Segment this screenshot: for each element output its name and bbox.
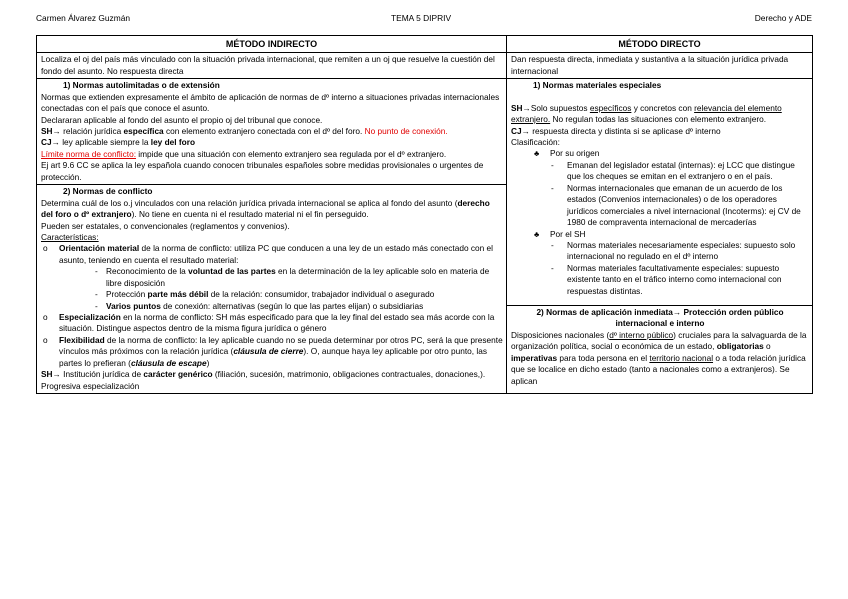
example-paragraph: Ej art 9.6 CC se aplica la ley española cuando conocen tribunales españoles sobre medidas provisionales o urgentes de protección.: [41, 160, 484, 182]
cj-paragraph: CJ→ ley aplicable siempre la ley del foro: [41, 137, 196, 148]
dash-bullet-icon: -: [95, 300, 98, 311]
list-item: ♣ Por su origen: [534, 148, 600, 159]
page-header: [36, 13, 812, 25]
list-item: o Orientación material de la norma de conflicto: utiliza PC que conducen a una ley de un estado más conectado con el asunto, teniendo en cuenta el resultado material:: [43, 243, 493, 265]
dash-bullet-icon: -: [551, 182, 554, 193]
cj-paragraph: CJ→ respuesta directa y distinta si se aplicase dº interno: [511, 125, 721, 136]
sh-paragraph: SH→ Institución jurídica de carácter genérico (filiación, sucesión, matrimonio, obligaciones contractuales, donaciones,). Progresiva especialización: [41, 369, 486, 391]
list-item: - Normas materiales facultativamente especiales: supuesto existente tanto en el tráfico interno como internacional con respuestas distintas.: [551, 262, 782, 296]
special-material-norms-cell: [507, 79, 813, 306]
author-name: Carmen Álvarez Guzmán: [36, 13, 131, 23]
comparison-table: [36, 35, 813, 394]
list-item: - Protección parte más débil de la relación: consumidor, trabajador individual o asegurado: [95, 289, 435, 300]
club-bullet-icon: ♣: [534, 229, 540, 239]
special-material-norms-title: 1) Normas materiales especiales: [533, 80, 662, 91]
direct-method-heading: MÉTODO DIRECTO: [507, 36, 813, 53]
list-item: o Especialización en la norma de conflicto: SH más especificado para que la ley final del estado sea más acorde con la situación. Distingue aspectos dentro de la misma figura jurídica o género: [43, 312, 495, 334]
course-name: Derecho y ADE: [754, 13, 812, 23]
conflict-norms-title: 2) Normas de conflicto: [63, 186, 153, 197]
characteristics-label: Características:: [41, 231, 99, 242]
indirect-intro: Localiza el oj del país más vinculado con la situación privada internacional, que remiten a un oj que resuelve la cuestión del fondo del asunto. No respuesta directa: [37, 53, 507, 79]
circle-bullet-icon: o: [43, 334, 48, 345]
dash-bullet-icon: -: [551, 262, 554, 273]
immediate-application-norms-cell: [507, 306, 813, 394]
circle-bullet-icon: o: [43, 312, 48, 323]
list-item: ♣ Por el SH: [534, 228, 586, 239]
list-item: - Varios puntos de conexión: alternativas (según lo que las partes elijan) o subsidiarias: [95, 300, 424, 311]
dash-bullet-icon: -: [551, 239, 554, 250]
list-item: - Emanan del legislador estatal (internas): ej LCC que distingue que los cheques se emitan en el extranjero o en el país.: [551, 159, 795, 182]
paragraph: Disposiciones nacionales (dº interno público) cruciales para la salvaguarda de la organización política, social o económica de un estado, obligatorias o imperativas para toda persona en el territorio nacional o a toda relación jurídica que se localice en dicho estado (tanto a nacionales como a extranjeros). Se aplican: [511, 329, 807, 386]
indirect-method-heading: MÉTODO INDIRECTO: [37, 36, 507, 53]
direct-intro: Dan respuesta directa, inmediata y sustantiva a la situación jurídica privada internacional: [507, 53, 813, 79]
circle-bullet-icon: o: [43, 243, 48, 254]
list-item: - Normas internacionales que emanan de un acuerdo de los estados (Convenios internacionales) o de los operadores jurídicos comerciales a nivel internacional (Incoterms): ej CV de 1980 de compraventa internacional de mercaderías: [551, 182, 801, 228]
club-bullet-icon: ♣: [534, 149, 540, 159]
warning-text: No punto de conexión.: [364, 126, 448, 137]
autolimited-norms-cell: [37, 79, 507, 185]
document-topic: TEMA 5 DIPRIV: [391, 13, 452, 23]
paragraph: Normas que extienden expresamente el ámbito de aplicación de normas de dº interno a situaciones privadas internacionales conectadas con el país que conoce el asunto.: [41, 91, 500, 114]
limit-paragraph: Límite norma de conflicto: impide que una situación con elemento extranjero sea regulada por el dº extranjero.: [41, 148, 447, 159]
list-item: o Flexibilidad de la norma de conflicto: la ley aplicable cuando no se pueda determinar por otros PC, será la que presente vínculos más próximos con la relación jurídica (cláusula de cierre). O, aunque haya ley aplicable por otro punto, las partes lo prefieran (cláusula de escape): [43, 334, 503, 368]
paragraph: Pueden ser estatales, o convencionales (reglamentos y convenios).: [41, 220, 290, 231]
list-item: - Normas materiales necesariamente especiales: supuesto solo internacional no regulado en el dº interno: [551, 239, 796, 262]
conflict-norms-cell: [37, 185, 507, 394]
immediate-application-norms-title: 2) Normas de aplicación inmediata→ Protección orden público internacional e interno: [536, 307, 784, 329]
dash-bullet-icon: -: [95, 266, 98, 277]
sh-paragraph: SH→Solo supuestos específicos y concretos con relevancia del elemento extranjero. No regulan todas las situaciones con elemento extranjero.: [511, 102, 782, 125]
paragraph: Determina cuál de los o.j vinculados con una relación jurídica privada internacional se aplica al fondo del asunto (derecho del foro o dº extranjero). No tiene en cuenta ni el resultado material ni el fin perseguido.: [41, 197, 490, 220]
autolimited-norms-title: 1) Normas autolimitadas o de extensión: [63, 80, 220, 91]
dash-bullet-icon: -: [95, 289, 98, 300]
sh-paragraph: SH→ relación jurídica específica con elemento extranjero conectada con el dº del foro. No punto de conexión.: [41, 126, 448, 137]
paragraph: Declararan aplicable al fondo del asunto el propio oj del tribunal que conoce.: [41, 114, 323, 125]
dash-bullet-icon: -: [551, 159, 554, 170]
list-item: - Reconocimiento de la voluntad de las partes en la determinación de la ley aplicable solo en materia de libre disposición: [95, 266, 490, 288]
classification-label: Clasificación:: [511, 137, 560, 148]
